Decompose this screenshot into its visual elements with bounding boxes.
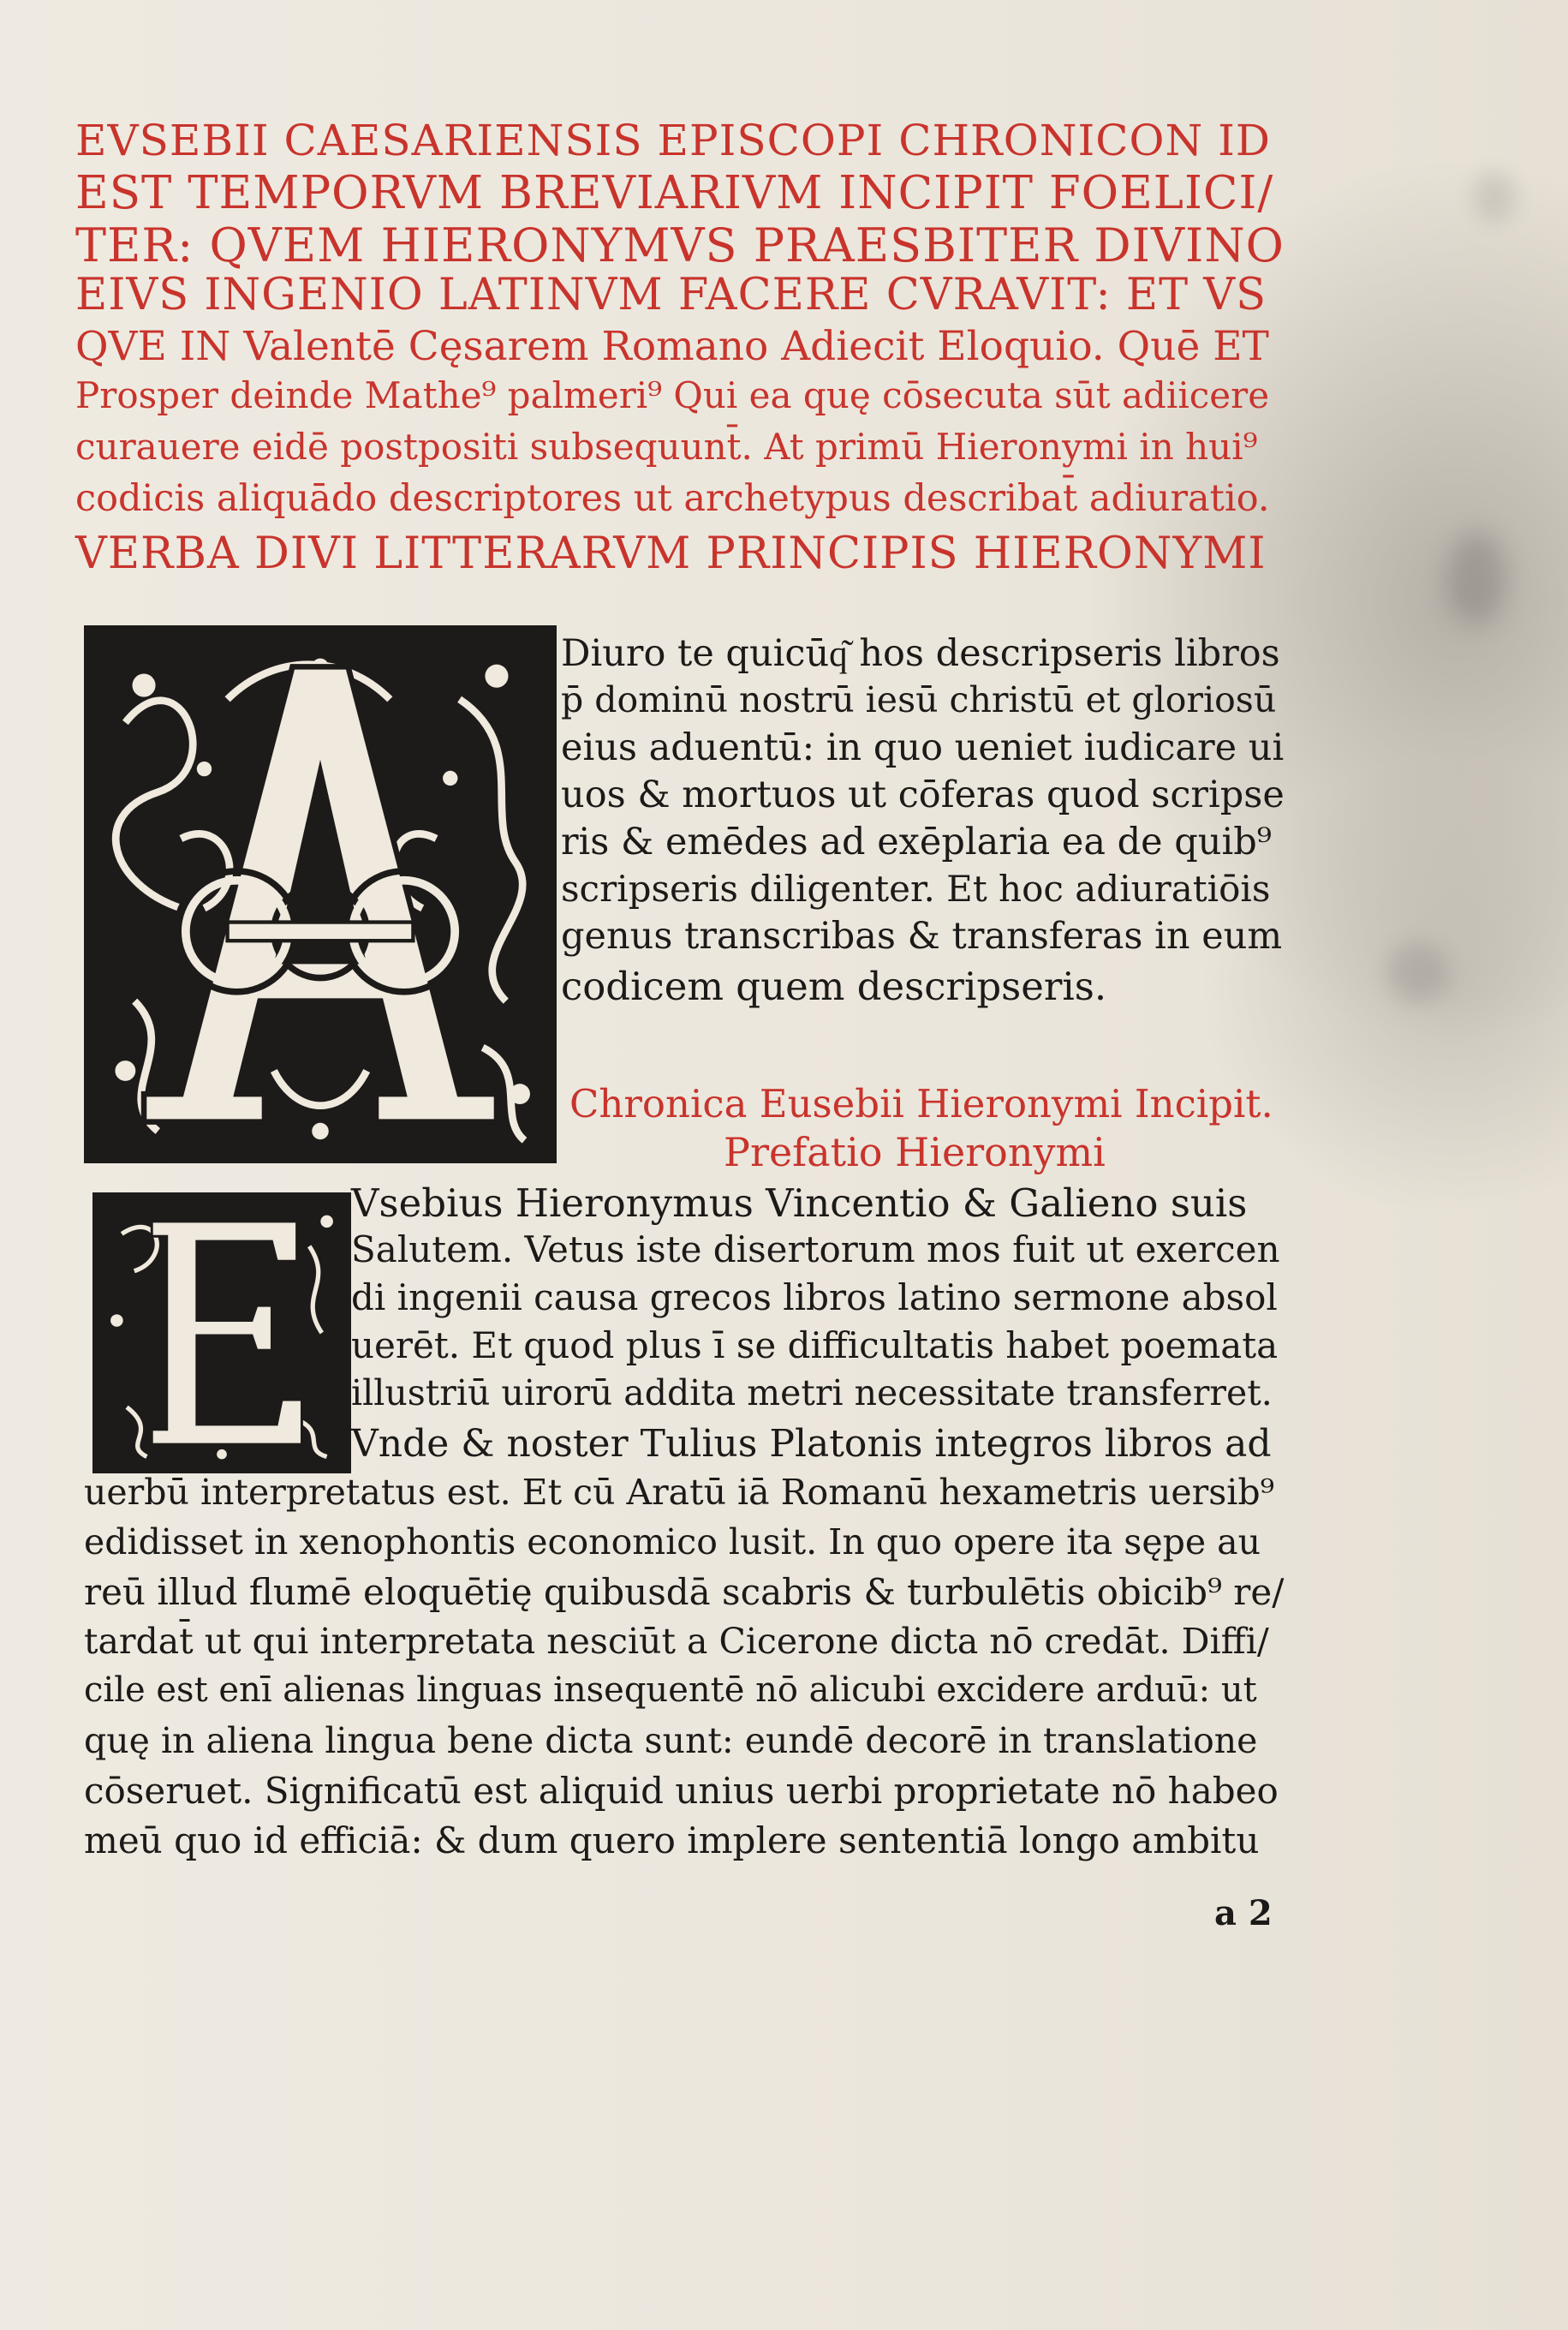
preface-line: reū illud flumē eloquētię quibusdā scabris & turbulētis obicib⁹ re/ [84, 1571, 1285, 1613]
woodcut-initial-a-art [88, 630, 552, 1159]
heading-line: EVSEBII CAESARIENSIS EPISCOPI CHRONICON ID [75, 116, 1271, 165]
woodcut-initial-e-art [97, 1197, 347, 1469]
adjuration-line: eius aduentū: in quo ueniet iudicare ui [561, 726, 1285, 769]
adjuration-line: codicem quem descripseris. [561, 964, 1107, 1009]
heading-line: Prosper deinde Mathe⁹ palmeri⁹ Qui ea quę cōsecuta sūt adiicere [75, 374, 1270, 416]
preface-line: Vnde & noster Tulius Platonis integros libros ad [351, 1422, 1272, 1466]
preface-line: Salutem. Vetus iste disertorum mos fuit ut exercen [351, 1228, 1280, 1270]
signature-mark: a 2 [1214, 1893, 1273, 1933]
adjuration-line: uos & mortuos ut cōferas quod scripse [561, 774, 1285, 816]
adjuration-line: p̄ dominū nostrū iesū christū et gloriosū [561, 679, 1277, 720]
woodcut-initial-e [92, 1192, 351, 1473]
preface-line: Vsebius Hieronymus Vincentio & Galieno suis [351, 1180, 1248, 1226]
chronicle-title: Chronica Eusebii Hieronymi Incipit. [569, 1081, 1273, 1126]
preface-line: illustriū uirorū addita metri necessitate transferret. [351, 1372, 1273, 1413]
woodcut-initial-a [84, 625, 557, 1163]
heading-line: TER: QVEM HIERONYMVS PRAESBITER DIVINO [75, 218, 1285, 272]
adjuration-line: ris & emēdes ad exēplaria ea de quib⁹ [561, 821, 1272, 863]
adjuration-line: Diuro te quicūq͂ hos descripseris libros [561, 632, 1280, 675]
preface-line: di ingenii causa grecos libros latino sermone absol [351, 1276, 1278, 1318]
preface-line: cile est enī alienas linguas insequentē nō alicubi excidere arduū: ut [84, 1670, 1257, 1710]
preface-line: meū quo id efficiā: & dum quero implere sententiā longo ambitu [84, 1819, 1260, 1861]
ink-smudge [1447, 531, 1507, 625]
heading-line: QVE IN Valentē Cęsarem Romano Adiecit Eloquio. Quē ET [75, 323, 1269, 370]
adjuration-line: genus transcribas & transferas in eum [561, 915, 1283, 958]
heading-line: VERBA DIVI LITTERARVM PRINCIPIS HIERONYMI [75, 529, 1267, 579]
preface-line: uerbū interpretatus est. Et cū Aratū iā Romanū hexametris uersib⁹ [84, 1472, 1275, 1513]
preface-line: edidisset in xenophontis economico lusit. In quo opere ita sępe au [84, 1521, 1261, 1562]
preface-title: Prefatio Hieronymi [724, 1129, 1106, 1175]
preface-line: tardat̄ ut qui interpretata nesciūt a Cicerone dicta nō credāt. Diffi/ [84, 1621, 1269, 1662]
heading-line: EIVS INGENIO LATINVM FACERE CVRAVIT: ET VS [75, 270, 1267, 320]
preface-line: quę in aliena lingua bene dicta sunt: eundē decorē in translatione [84, 1720, 1258, 1761]
adjuration-line: scripseris diligenter. Et hoc adiuratiōis [561, 868, 1271, 910]
preface-line: uerēt. Et quod plus ī se difficultatis habet poemata [351, 1324, 1279, 1366]
heading-line: curauere eidē postpositi subsequunt̄. At primū Hieronymi in hui⁹ [75, 426, 1258, 468]
preface-line: cōseruet. Significatū est aliquid unius uerbi proprietate nō habeo [84, 1770, 1279, 1812]
heading-line: EST TEMPORVM BREVIARIVM INCIPIT FOELICI/ [75, 167, 1274, 219]
heading-line: codicis aliquādo descriptores ut archetypus describat̄ adiuratio. [75, 477, 1270, 520]
ink-smudge [1387, 942, 1447, 1002]
ink-smudge [1473, 171, 1516, 223]
